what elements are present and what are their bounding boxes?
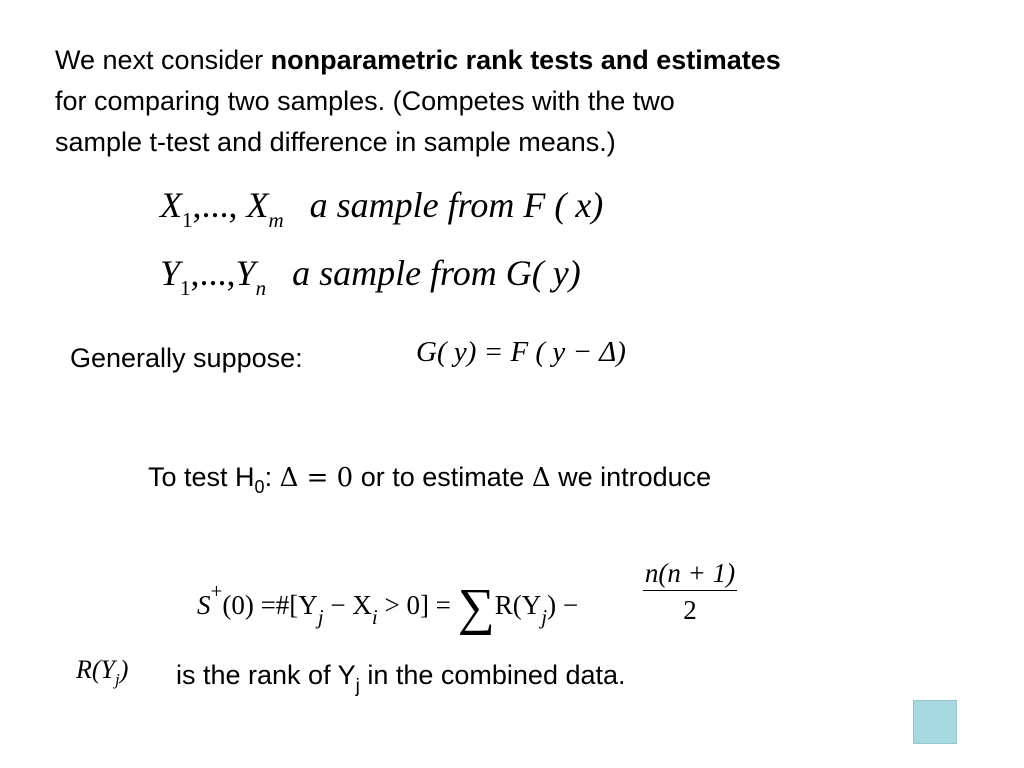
intro-prefix: We next consider <box>55 45 271 75</box>
y-sample-text: a sample from G( y) <box>292 253 581 293</box>
yj-subscript: j <box>317 605 324 629</box>
test-suffix: we introduce <box>550 462 712 492</box>
fraction-numerator: n(n + 1) <box>644 558 736 588</box>
x-first-sub: 1 <box>182 208 193 232</box>
x-sample-text: a sample from F ( x) <box>309 185 604 225</box>
rank-term: R(Y <box>494 590 542 620</box>
rank-text-pre: is the rank of Y <box>176 660 356 690</box>
rank-symbol-post: ) <box>119 655 129 684</box>
rank-term-end: ) − <box>547 590 579 620</box>
test-colon: : <box>264 462 273 492</box>
shift-model-equation: G( y) = F ( y − Δ) <box>416 336 626 368</box>
x-ellipsis: ,..., <box>192 185 247 225</box>
rank-symbol-sub: j <box>115 670 120 689</box>
rank-symbol <box>76 655 129 689</box>
sample-y-equation <box>160 252 581 300</box>
y-var: Y <box>160 253 181 293</box>
test-middle: or to estimate <box>353 462 532 492</box>
formula-row <box>197 572 579 636</box>
xi-subscript: i <box>371 605 378 629</box>
suppose-label: Generally suppose: <box>70 343 303 373</box>
formula-minus-x: − X <box>323 590 372 620</box>
rank-text-post: in the combined data. <box>359 660 626 690</box>
intro-bold-phrase: nonparametric rank tests and estimates <box>270 45 781 75</box>
formula-lhs: (0) =#[Y <box>222 590 318 620</box>
sample-x-equation <box>160 184 604 232</box>
delta-symbol: Δ <box>531 463 551 493</box>
x-last-sub: m <box>268 208 284 232</box>
rank-text-sub: j <box>355 676 360 697</box>
rank-definition <box>176 660 626 697</box>
s-plus-sup: + <box>210 579 223 603</box>
rank-symbol-pre: R(Y <box>76 655 115 684</box>
test-prefix: To test H <box>148 462 255 492</box>
x-var: X <box>160 185 182 225</box>
fraction <box>641 556 739 629</box>
intro-line-2: for comparing two samples. (Competes with the two <box>55 86 675 116</box>
y-ellipsis: ,..., <box>190 253 236 293</box>
y-last-sub: n <box>255 276 267 300</box>
intro-line-3: sample t-test and difference in sample means.) <box>55 127 616 157</box>
h0-subscript: 0 <box>254 477 265 497</box>
intro-paragraph <box>55 40 781 163</box>
intro-line-1 <box>55 40 781 81</box>
fraction-denominator: 2 <box>683 595 697 625</box>
y-var-last: Y <box>235 253 256 293</box>
summation-symbol: ∑ <box>457 579 495 636</box>
y-first-sub: 1 <box>180 276 191 300</box>
x-var-last: X <box>246 185 269 225</box>
hypothesis-line <box>148 462 712 497</box>
null-condition: Δ = 0 <box>279 463 354 493</box>
decorative-corner-square <box>913 700 957 744</box>
formula-gt-zero: > 0] = <box>377 590 458 620</box>
s-symbol: S <box>197 590 211 620</box>
rank-subscript: j <box>541 605 548 629</box>
